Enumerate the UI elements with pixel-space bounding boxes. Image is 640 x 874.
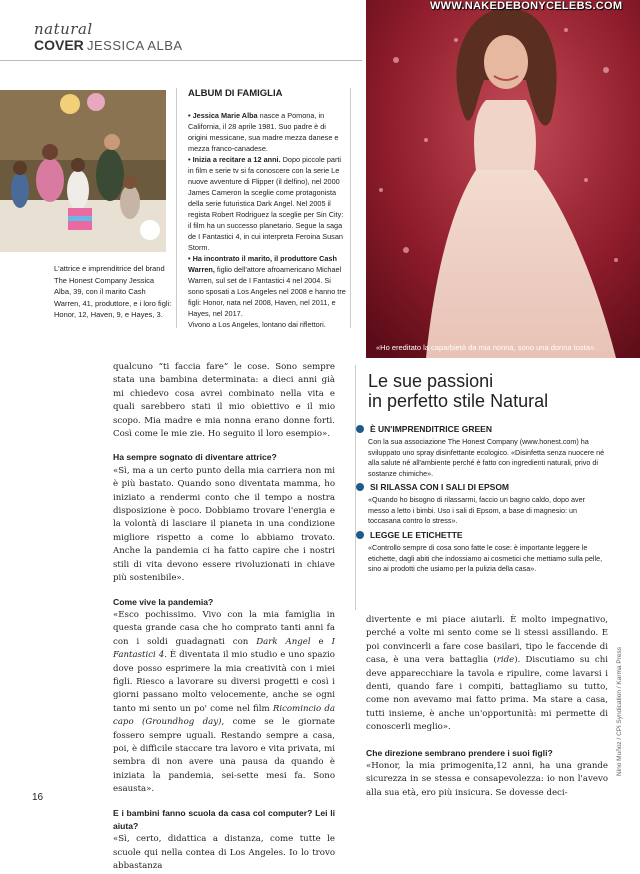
album-body <box>188 110 346 330</box>
question-heading: Che direzione sembrano prendere i suoi figli? <box>366 747 553 758</box>
album-divider-right <box>350 88 351 328</box>
paragraph: qualcuno “ti faccia fare” le cose. Sono sempre stata una bambina determinata: a dieci anni già mi chiedevo cosa avrei combinato nella vita e quali sarebbero stati il mio obiettivo e il mio scopo. Mia madre e mia nonna erano donne forti. Così come le mie zie. Ho seguito il loro esempio». <box>113 362 335 440</box>
article-column-1 <box>113 361 335 874</box>
passion-item: LEGGE LE ETICHETTE «Controllo sempre di cosa sono fatte le cose: è importante leggere le etichette, dagli abiti che indossiamo ai cosmetici che mettiamo sulla pelle, sino ai prodotti che usiamo per la pulizia della casa». <box>356 530 606 575</box>
photo-credit: Nino Muñoz / CPi Syndication / Karma Press <box>616 647 623 776</box>
photo-credit-wrap <box>616 647 626 786</box>
article-column-2 <box>366 614 608 800</box>
paragraph: «Honor, la mia primogenita,12 anni, ha una grande sicurezza in se stessa e consapevolezza: io non l'avevo alla sua età, ero più insicura. Se dovesse deci- <box>366 761 608 798</box>
hero-caption: «Ho ereditato la caparbietà da mia nonna, sono una donna tosta». <box>376 343 597 352</box>
question-heading: E i bambini fanno scuola da casa col computer? Lei li aiuta? <box>113 807 335 831</box>
hero-photo <box>366 0 640 358</box>
album-item: • Ha incontrato il marito, il produttore Cash Warren, figlio dell'attore afroamericano Michael Warren, sul set de I Fantastici 4 nel 2004. Si sono sposati a Los Angeles nel 2008 e hanno tre figli: Honor, nata nel 2008, Haven, nel 2011, e Hayes, nel 2017. <box>188 254 346 318</box>
page-number: 16 <box>32 792 44 803</box>
section-label-natural: natural <box>34 20 93 38</box>
photo-caption: L'attrice e imprenditrice del brand The Honest Company Jessica Alba, 39, con il marito Cash Warren, 41, produttore, e i loro figli: Honor, 12, Haven, 9, e Hayes, 3. <box>54 264 172 319</box>
bullet-icon <box>356 531 364 539</box>
bullet-icon <box>356 425 364 433</box>
album-item: Vivono a Los Angeles, lontano dai riflettori. <box>188 320 326 329</box>
question-heading: Come vive la pandemia? <box>113 596 214 607</box>
paragraph: «Sì, certo, didattica a distanza, come tutte le scuole qui nella contea di Los Angeles. Io lo trovo abbastanza <box>113 834 335 872</box>
header-divider <box>0 60 362 61</box>
family-photo <box>0 90 166 252</box>
section-label-name: JESSICA ALBA <box>87 38 183 53</box>
bullet-icon <box>356 483 364 491</box>
paragraph: divertente e mi piace aiutarli. È molto impegnativo, perché a volte mi sento come se li stessi assillando. E poi convincerli a fare cose basilari, tipo le faccende di casa, è una vera battaglia (ride). Discutiamo su chi deve apparecchiare la tavola e ripulire, come lavarsi i denti, quando fare i compiti, battagliamo su tutto, come non avevamo mai fatto prima. Ma stare a casa, tutti insieme, è anche un'opportunità: mi permette di conoscerli meglio». <box>366 615 608 733</box>
paragraph: «Esco pochissimo. Vivo con la mia famiglia in questa grande casa che ho comprato tanti anni fa con i soldi guadagnati con Dark Angel e I Fantastici 4. È diventata il mio studio e uno spazio dove posso esprimere la mia creatività con i miei figli. Riesco a lavorare su diversi progetti e così i giorni passano molto velocemente, anche se ogni tanto mi sento un po' come nel film Ricomincio da capo (Groundhog day), come se le giornate fossero sempre uguali. Restando sempre a casa, poi, è difficile staccare tra lavoro e vita privata, mi sembra di non avere una pausa da quando è iniziata la pandemia, sei-sette mesi fa. Sono esausta». <box>113 609 335 795</box>
watermark: WWW.NAKEDEBONYCELEBS.COM <box>430 0 623 12</box>
album-item: • Inizia a recitare a 12 anni. Dopo piccole parti in film e serie tv si fa conoscere con la serie Le nuove avventure di Flipper (il delfino), nel 2000 James Cameron la sceglie come protagonista della serie futuristica Dark Angel. Nel 2005 il regista Robert Rodriguez la sceglie per Sin City: il film ha un successo planetario. Segue la saga de I Fantastici 4, in cui interpreta Feroina Susan Storm. <box>188 155 344 252</box>
question-heading: Ha sempre sognato di diventare attrice? <box>113 452 277 463</box>
album-title: ALBUM DI FAMIGLIA <box>188 88 283 99</box>
paragraph: «Sì, ma a un certo punto della mia carriera non mi è più bastato. Quando sono diventata mamma, ho iniziato a rendermi conto che il tempo a nostra disposizione è poco. Dobbiamo trovare l'energia e la volontà di lasciare il pianeta in una condizione migliore rispetto a come lo abbiamo trovato. Anche la pandemia ci ha fatto capire che i nostri stili di vita devono essere rivoluzionati in chiave più sostenibile». <box>113 465 335 584</box>
passion-item: SI RILASSA CON I SALI DI EPSOM «Quando ho bisogno di rilassarmi, faccio un bagno caldo, dopo aver messo a letto i bimbi. Uso i sali di Epsom, a base di magnesio: un toccasana contro lo stress». <box>356 482 606 527</box>
passion-item: È UN'IMPRENDITRICE GREEN Con la sua associazione The Honest Company (www.honest.com) ha sviluppato uno spray disinfettante ecologico. «Disinfetta senza nuocere né alla salute né all'ambiente perché è fatto con ingredienti naturali, privo di sostanze chimiche». <box>356 424 606 479</box>
section-label-cover: COVER <box>34 37 84 53</box>
album-divider-left <box>176 88 177 328</box>
passions-title: Le sue passioni in perfetto stile Natural <box>368 371 549 411</box>
album-item: • Jessica Marie Alba nasce a Pomona, in California, il 28 aprile 1981. Suo padre è di origini messicane, sua madre mezza danese e mezza franco-canadese. <box>188 111 339 153</box>
